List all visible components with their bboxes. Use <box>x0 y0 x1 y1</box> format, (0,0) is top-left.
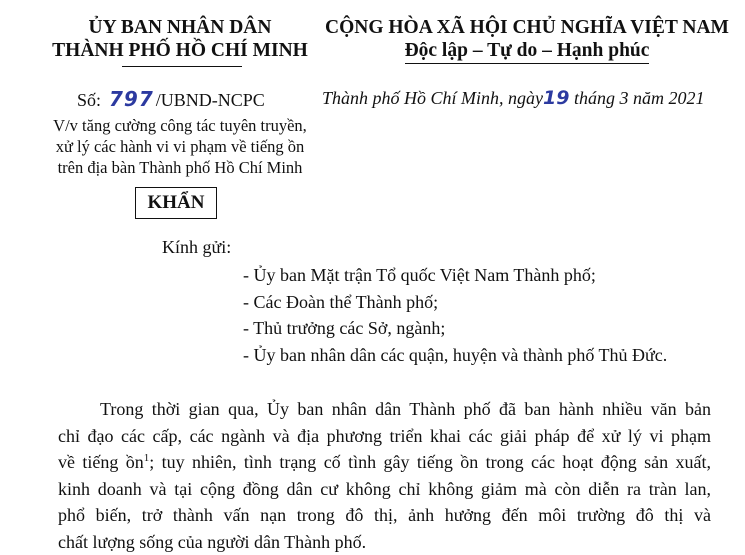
body-line-1: Trong thời gian qua, Ủy ban nhân dân Thành phố đã ban hành nhiều văn bản <box>100 399 711 419</box>
agency-line-2: THÀNH PHỐ HỒ CHÍ MINH <box>52 40 308 61</box>
recipient-item: - Ủy ban Mặt trận Tổ quốc Việt Nam Thành phố; <box>243 265 596 285</box>
recipient-item: - Thủ trưởng các Sở, ngành; <box>243 318 446 338</box>
document-number-value: 797 <box>109 87 154 111</box>
body-line-4: kinh doanh và tại cộng đồng dân cư không chỉ không giảm mà còn diễn ra tràn lan, <box>58 478 711 499</box>
subject-line-3: trên địa bàn Thành phố Hồ Chí Minh <box>57 158 303 177</box>
body-paragraph <box>58 396 711 555</box>
issue-date-suffix: tháng 3 năm 2021 <box>573 88 705 108</box>
footnote-mark[interactable]: 1 <box>143 452 150 464</box>
nation-title: CỘNG HÒA XÃ HỘI CHỦ NGHĨA VIỆT NAM <box>325 17 729 38</box>
body-line-5: phổ biến, trở thành vấn nạn trong đô thị, ảnh hưởng đến môi trường đô thị và <box>58 505 711 525</box>
document-number-suffix: /UBND-NCPC <box>155 90 265 110</box>
body-line-6: chất lượng sống của người dân Thành phố. <box>58 531 367 552</box>
document-number <box>77 87 265 111</box>
body-line-3-start: về tiếng ồn <box>58 452 144 472</box>
national-motto: Độc lập – Tự do – Hạnh phúc <box>405 39 650 64</box>
body-line-3-end: ; tuy nhiên, tình trạng cố tình gây tiếng ồn trong các hoạt động sản xuất, <box>149 452 711 472</box>
body-line-3 <box>58 449 711 476</box>
subject-line-2: xử lý các hành vi vi phạm về tiếng ồn <box>55 137 305 156</box>
salutation: Kính gửi: <box>162 237 232 257</box>
issue-date-day: 19 <box>543 87 570 109</box>
national-header <box>322 16 732 64</box>
recipient-item: - Ủy ban nhân dân các quận, huyện và thành phố Thủ Đức. <box>243 344 668 365</box>
body-line-2: chỉ đạo các cấp, các ngành và địa phương triển khai các giải pháp để xử lý vi phạm <box>58 425 711 446</box>
issue-date-prefix: Thành phố Hồ Chí Minh, ngày <box>322 88 544 108</box>
urgent-stamp: KHẨN <box>135 187 217 219</box>
agency-underline <box>122 66 242 67</box>
recipient-list <box>243 262 667 368</box>
document-number-prefix: Số: <box>77 90 102 110</box>
agency-line-1: ỦY BAN NHÂN DÂN <box>88 17 272 38</box>
recipient-item: - Các Đoàn thể Thành phố; <box>243 291 439 312</box>
issuing-agency <box>38 16 322 62</box>
subject-line-1: V/v tăng cường công tác tuyên truyền, <box>53 116 307 135</box>
document-subject <box>30 115 330 178</box>
issue-date <box>322 87 704 109</box>
